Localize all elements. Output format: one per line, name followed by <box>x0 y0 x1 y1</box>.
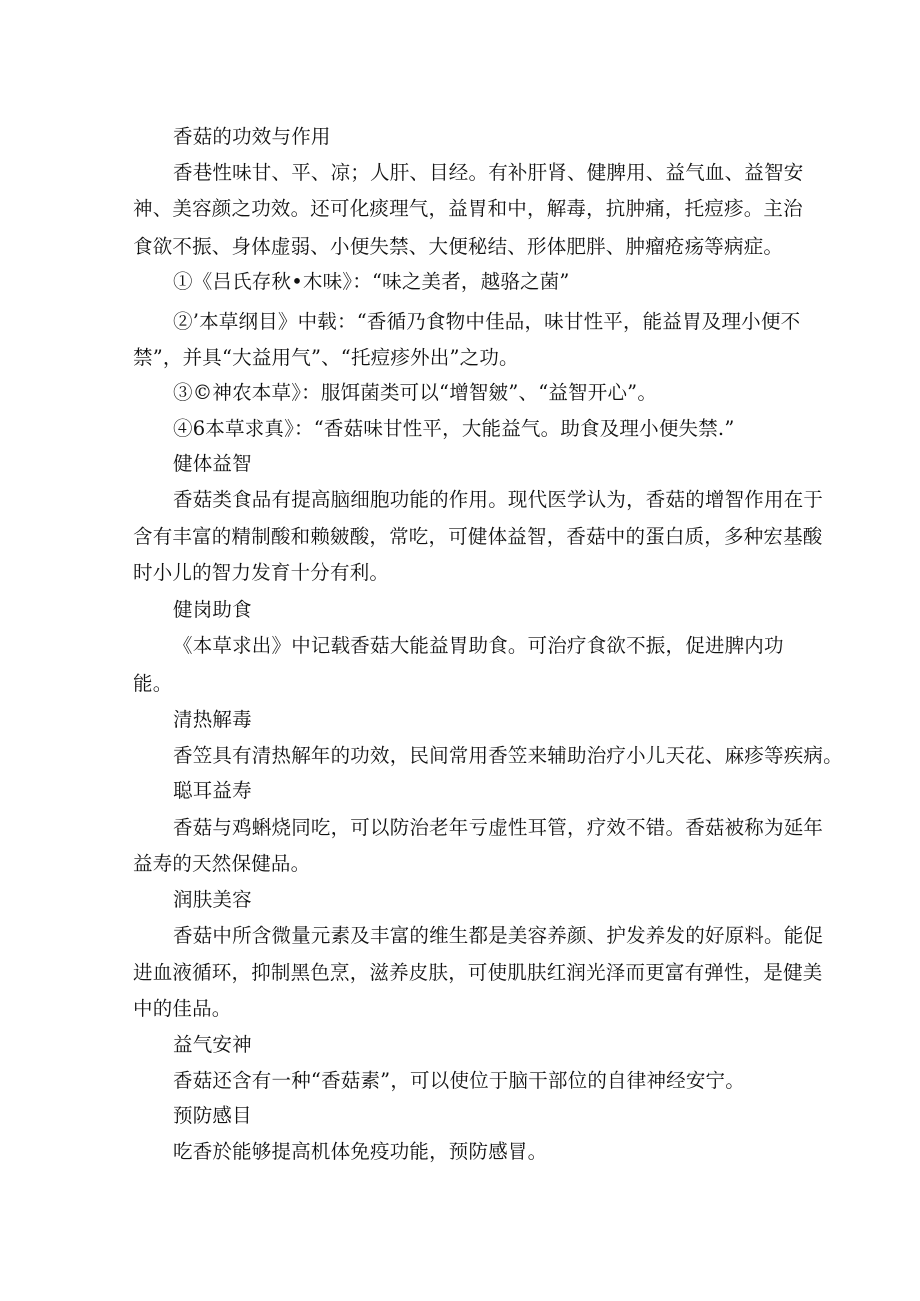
section-heading: 健体益智 <box>173 452 252 475</box>
section-heading: 预防感目 <box>173 1104 252 1127</box>
section-line: 吃香於能够提高机体免疫功能，预防感冒。 <box>173 1140 548 1163</box>
intro-line: 食欲不振、身体虚弱、小便失禁、大便秘结、形体肥胖、肿瘤疮疡等病症。 <box>133 235 784 258</box>
section-line: 香笠具有清热解年的功效，民间常用香笠来辅助治疗小儿天花、麻疹等疾病。 <box>173 744 843 767</box>
section-heading: 健岗助食 <box>173 598 252 621</box>
section-line: 香菇中所含微量元素及丰富的维生都是美容养颜、护发养发的好原料。能促 <box>173 924 824 947</box>
section-line: 含有丰富的精制酸和赖皴酸，常吃，可健体益智，香菇中的蛋白质，多种宏基酸 <box>133 525 823 548</box>
document-title: 香菇的功效与作用 <box>173 125 331 148</box>
section-line: 香菇类食品有提高脑细胞功能的作用。现代医学认为，香菇的增智作用在于 <box>173 488 824 511</box>
section-line: 香菇与鸡蝌烧同吃，可以防治老年亏虚性耳管，疗效不错。香菇被称为延年 <box>173 816 824 839</box>
intro-line: 神、美容颜之功效。还可化痰理气，益胃和中，解毒，抗肿痛，托痘疹。主治 <box>133 197 803 220</box>
section-heading: 聪耳益寿 <box>173 779 252 802</box>
section-heading: 清热解毒 <box>173 708 252 731</box>
citation-line: ④6本草求真》：“香菇味甘性平，大能益气。助食及理小便失禁.” <box>173 417 735 440</box>
section-line: 益寿的天然保健品。 <box>133 852 311 875</box>
citation-line: ②’本草纲目》中载：“香循乃食物中佳品，味甘性平，能益胃及理小便不 <box>173 310 801 333</box>
citation-line: 禁”，并具“大益用气”、“托痘疹外出”之功。 <box>133 346 519 369</box>
citation-line: ①《吕氏存秋•木味》：“味之美者，越骆之菌” <box>173 270 570 293</box>
section-heading: 润肤美容 <box>173 888 252 911</box>
section-line: 能。 <box>133 672 173 695</box>
section-heading: 益气安神 <box>173 1033 252 1056</box>
intro-line: 香巷性味甘、平、凉；人肝、目经。有补肝肾、健脾用、益气血、益智安 <box>173 161 804 184</box>
section-line: 香菇还含有一种“香菇素”，可以使位于脑干部位的自律神经安宁。 <box>173 1069 745 1092</box>
section-line: 时小儿的智力发育十分有利。 <box>133 561 390 584</box>
section-line: 中的佳品。 <box>133 997 232 1020</box>
citation-line: ③©神农本草》：服饵菌类可以“增智皴”、“益智开心”。 <box>173 381 658 404</box>
section-line: 进血液循环，抑制黑色烹，滋养皮肤，可使肌肤红润光泽而更富有弹性，是健美 <box>133 961 823 984</box>
section-line: 《本草求出》中记载香菇大能益胃助食。可治疗食欲不振，促进脾内功 <box>173 634 784 657</box>
